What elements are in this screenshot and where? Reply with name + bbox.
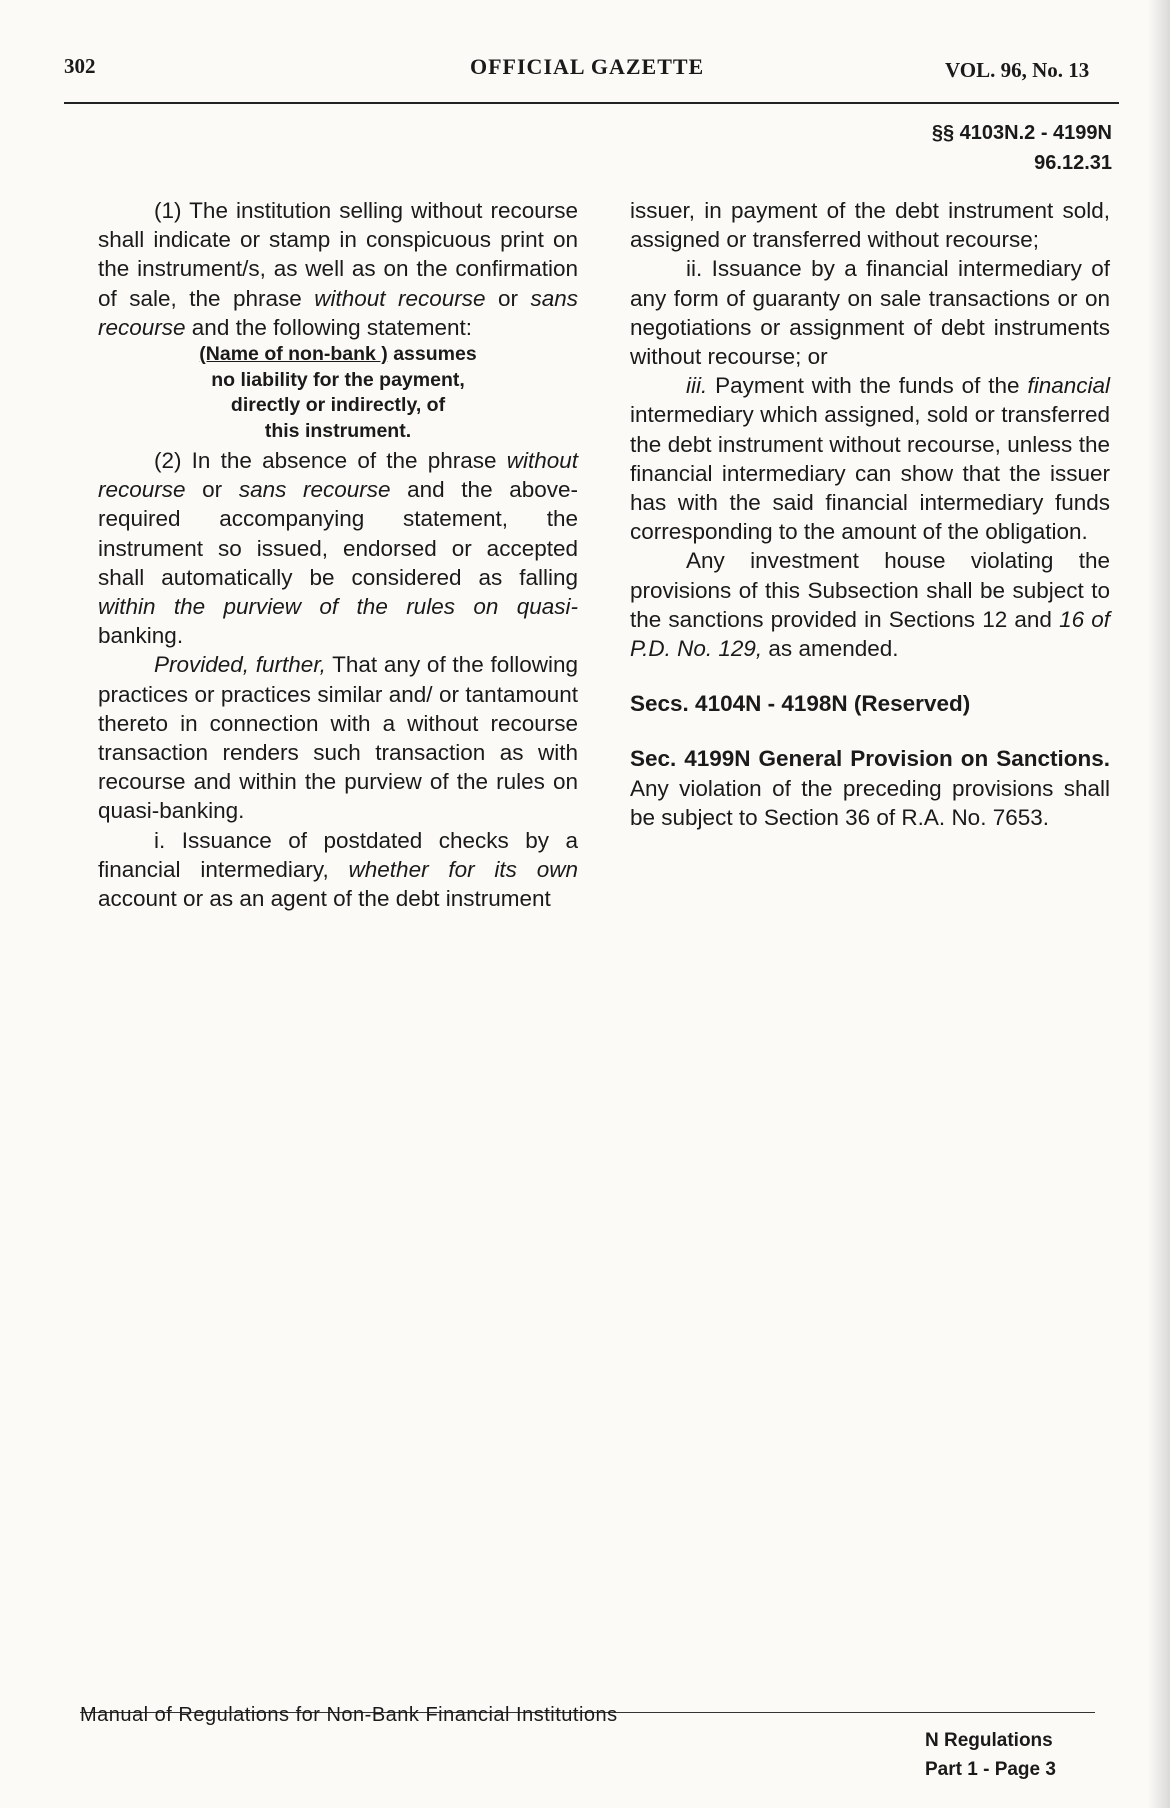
right-column	[630, 196, 1110, 832]
paragraph-item-ii: ii. Issuance by a financial intermediary of any form of guaranty on sale transactions or on negotiations or assignment of debt instruments without recourse; or	[630, 256, 1110, 370]
paragraph-provided: Provided, further, That any of the following practices or practices similar and/ or tantamount thereto in connection with a without recourse transaction renders such transaction as with recourse and within the purview of the rules on quasi-banking.	[98, 652, 578, 824]
volume-info: VOL. 96, No. 13	[945, 58, 1090, 82]
regulations-label: N Regulations	[925, 1730, 1053, 1751]
non-bank-statement: (Name of non-bank ) assumes no liability for the payment, directly or indirectly, of this instrument.	[199, 343, 477, 442]
scan-edge-shadow	[1148, 0, 1170, 1808]
page-number: 302	[64, 54, 96, 78]
gazette-title: OFFICIAL GAZETTE	[470, 54, 705, 79]
left-column	[98, 196, 578, 913]
section-range: §§ 4103N.2 - 4199N	[931, 122, 1112, 144]
section-range-block	[932, 118, 1112, 178]
part-page: Part 1 - Page 3	[925, 1759, 1056, 1780]
date-code: 96.12.31	[1034, 152, 1112, 174]
reserved-heading: Secs. 4104N - 4198N (Reserved)	[630, 691, 971, 717]
footer-page-info	[925, 1726, 1056, 1784]
sanctions-section: Sec. 4199N General Provision on Sanctions. Any violation of the preceding provisions shall be subject to Section 36 of R.A. No. 7653.	[630, 746, 1110, 830]
paragraph-1: (1) The institution selling without recourse shall indicate or stamp in conspicuous print on the instrument/s, as well as on the confirmation of sale, the phrase without recourse or sans recourse and the following statement:	[98, 198, 578, 340]
paragraph-item-i: i. Issuance of postdated checks by a financial intermediary, whether for its own account or as an agent of the debt instrument	[98, 827, 578, 912]
paragraph-item-iii: iii. Payment with the funds of the financial intermediary which assigned, sold or transferred the debt instrument without recourse, unless the financial intermediary can show that the issuer has with the said financial intermediary funds corresponding to the amount of the obligation.	[630, 373, 1110, 545]
manual-title: Manual of Regulations for Non-Bank Financial Institutions	[80, 1704, 618, 1726]
paragraph-item-i-cont: issuer, in payment of the debt instrument sold, assigned or transferred without recourse;	[630, 198, 1110, 253]
header-divider	[64, 102, 1119, 104]
paragraph-2: (2) In the absence of the phrase without recourse or sans recourse and the above-required accompanying statement, the instrument so issued, endorsed or accepted shall automatically be considered as falling within the purview of the rules on quasi-banking.	[98, 448, 579, 649]
paragraph-investment-house: Any investment house violating the provisions of this Subsection shall be subject to the sanctions provided in Sections 12 and 16 of P.D. No. 129, as amended.	[630, 548, 1111, 662]
